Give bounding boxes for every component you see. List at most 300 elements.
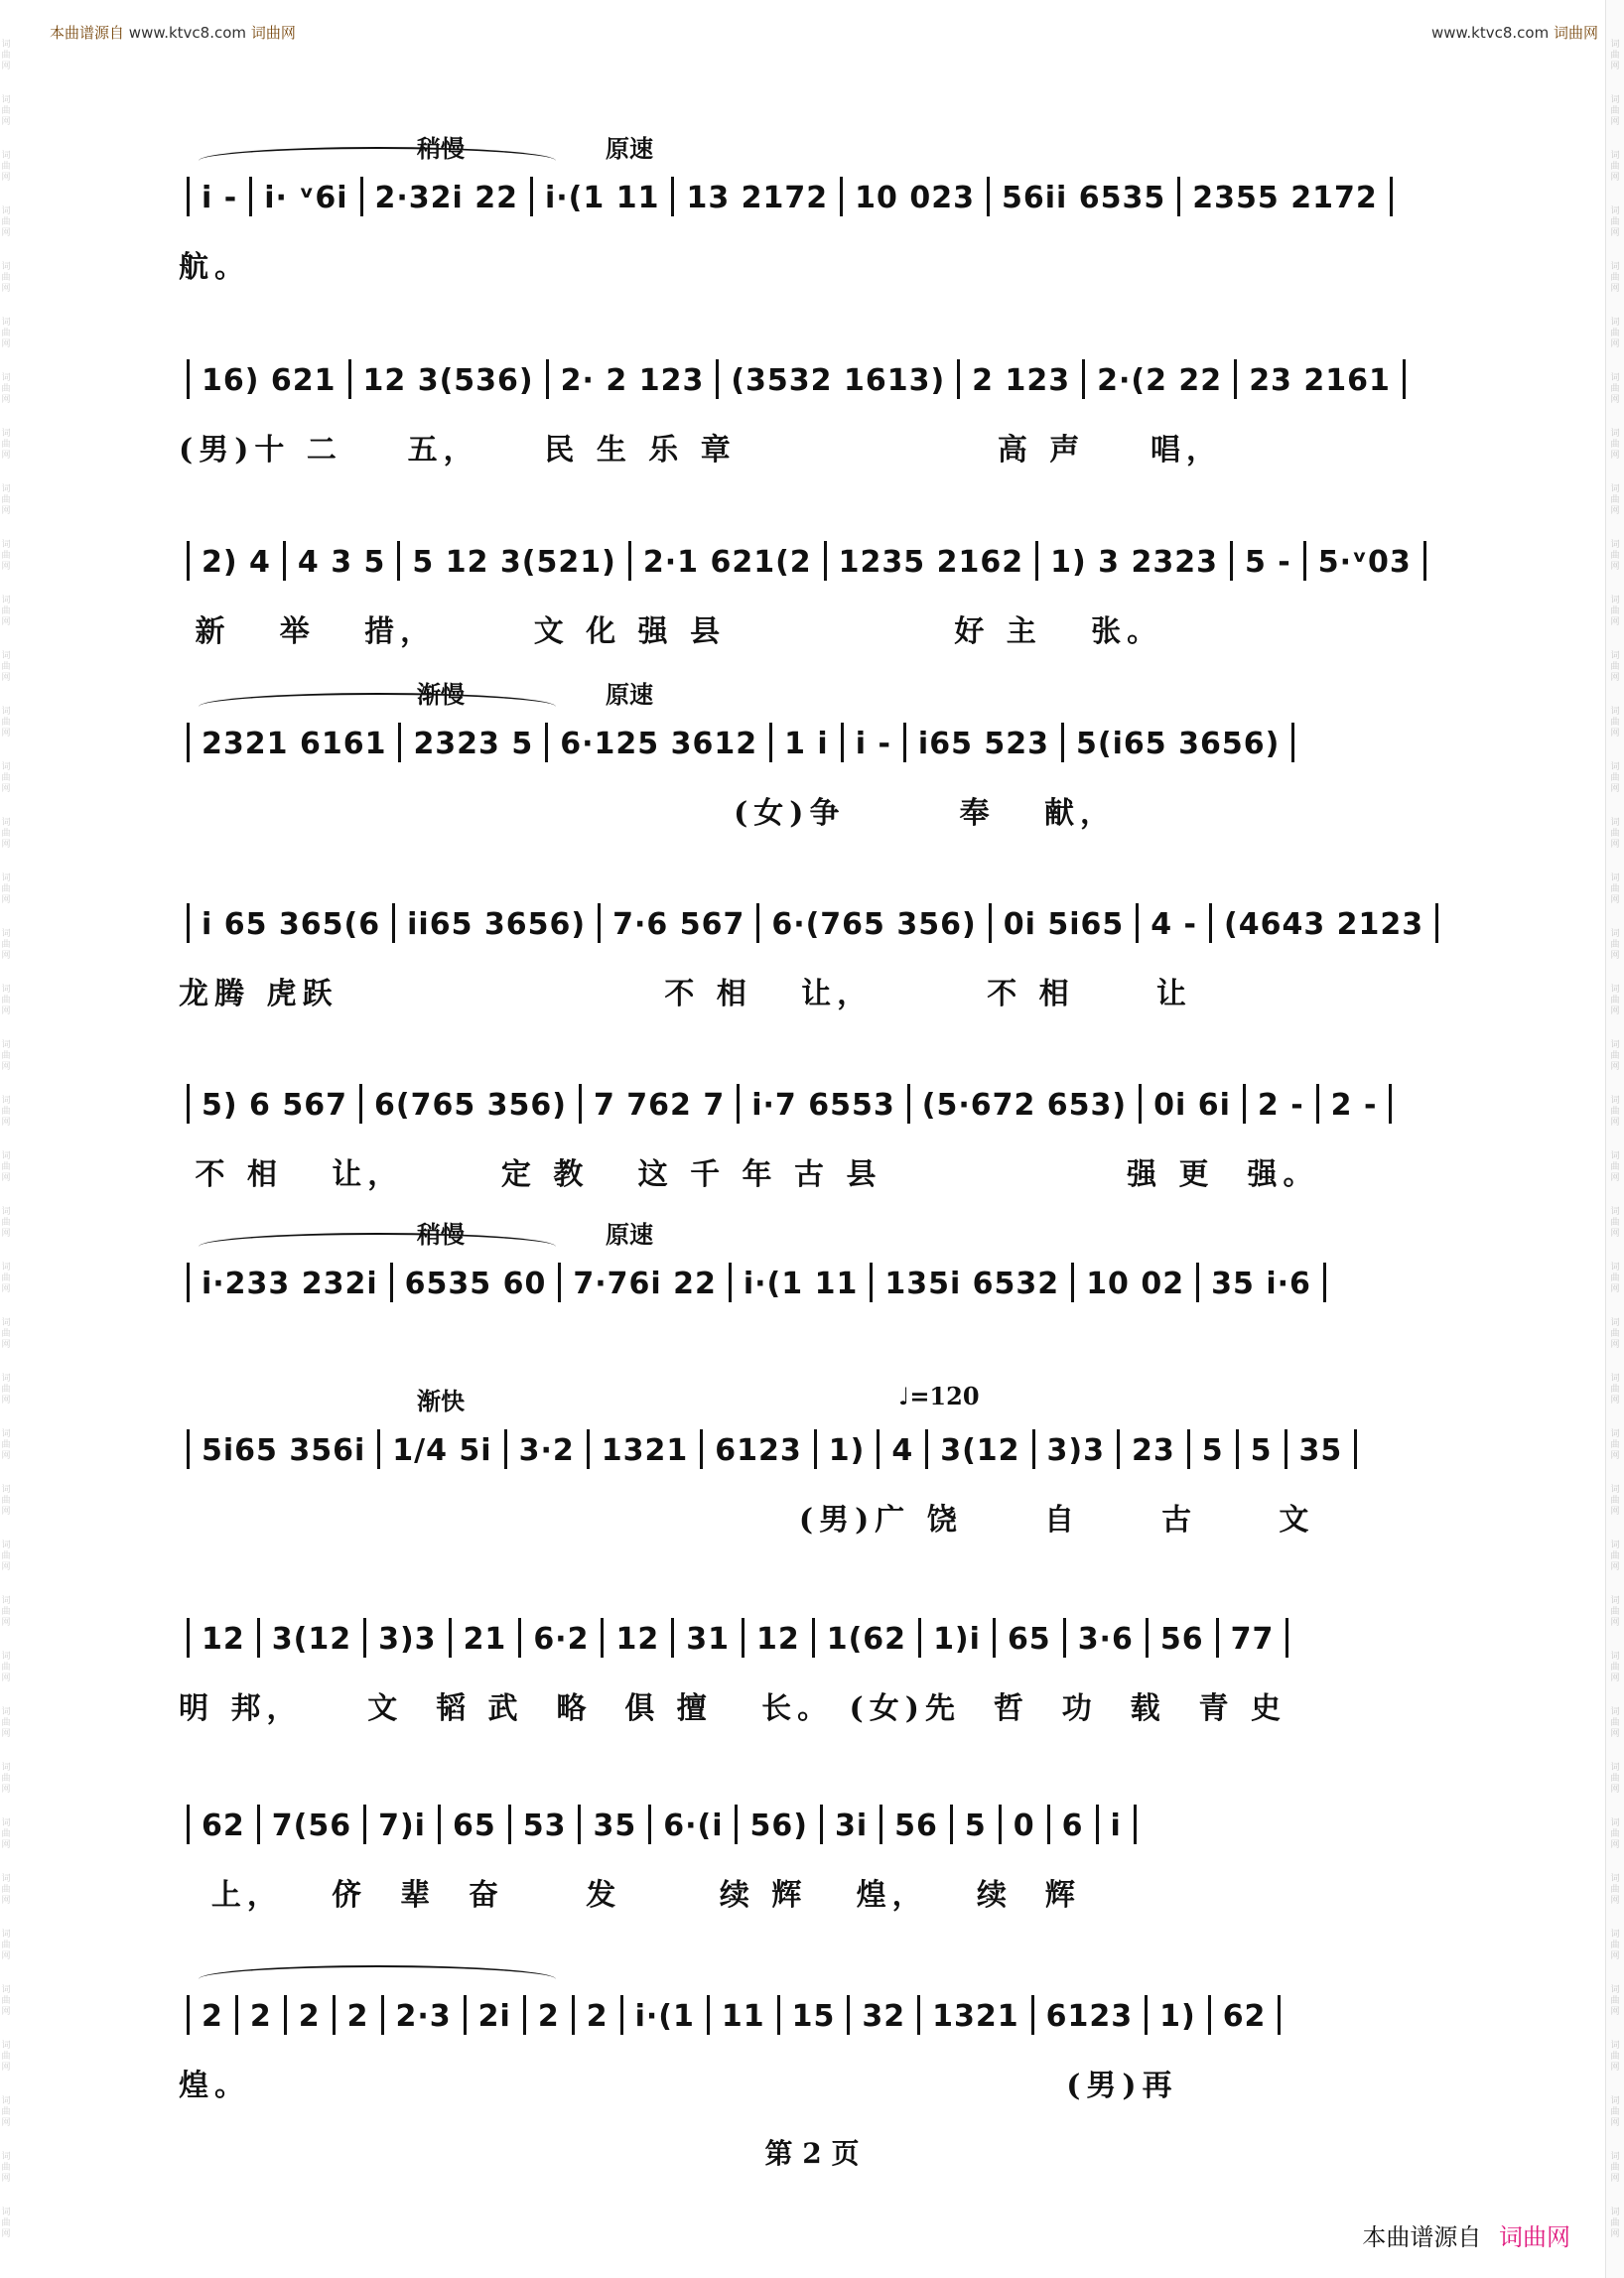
measure: 16) 621 — [192, 363, 346, 398]
barline — [601, 1618, 604, 1658]
measure: 1) 3 2323 — [1040, 545, 1228, 580]
measure: i·233 232i — [192, 1267, 388, 1301]
measure: 12 — [192, 1622, 255, 1657]
measure: i — [1101, 1809, 1132, 1843]
barline — [1303, 541, 1306, 581]
barline — [518, 1618, 521, 1658]
watermark-glyph: 词 曲 网 — [1, 1818, 11, 1850]
barline — [1134, 1805, 1137, 1844]
watermark-glyph: 词 曲 网 — [1, 2096, 11, 2128]
watermark-glyph: 词 曲 网 — [1, 318, 11, 349]
barline — [1196, 1263, 1199, 1302]
barline — [1031, 1995, 1034, 2035]
barline — [381, 1995, 384, 2035]
tempo-marking: 原速 — [606, 1220, 653, 1249]
barline — [392, 903, 395, 943]
barline — [841, 723, 844, 762]
header-right-url[interactable]: www.ktvc8.com — [1430, 24, 1550, 42]
measure: 2·3 — [386, 1999, 462, 2034]
watermark-glyph: 词 曲 网 — [1, 1151, 11, 1183]
barline — [397, 541, 400, 581]
slur — [199, 1965, 556, 1979]
barline — [1063, 1618, 1066, 1658]
score-system — [185, 359, 1447, 399]
measure: (5·672 653) — [912, 1088, 1137, 1123]
footer-brand-site[interactable]: 词曲网 — [1499, 2223, 1570, 2251]
watermark-glyph: 词 曲 网 — [1610, 1207, 1620, 1239]
barline — [993, 1618, 996, 1658]
watermark-glyph: 词 曲 网 — [1610, 1596, 1620, 1628]
barline — [880, 1805, 882, 1844]
watermark-glyph: 词 曲 网 — [1610, 929, 1620, 961]
barline — [187, 723, 190, 762]
watermark-glyph: 词 曲 网 — [1610, 1151, 1620, 1183]
footer-brand-source: 本曲谱源自 — [1362, 2223, 1482, 2251]
barline — [628, 541, 631, 581]
tempo-marking: 渐慢 — [417, 680, 465, 709]
watermark-glyph: 词 曲 网 — [1, 1874, 11, 1906]
barline — [438, 1805, 441, 1844]
header-right-site[interactable]: 词曲网 — [1553, 24, 1598, 42]
barline — [840, 177, 843, 216]
measure: 0 — [1004, 1809, 1045, 1843]
barline — [333, 1995, 336, 2035]
barline — [1423, 541, 1426, 581]
measure: 6535 60 — [395, 1267, 557, 1301]
tempo-marking: 原速 — [606, 680, 653, 709]
barline — [360, 177, 363, 216]
measure: 1) — [1150, 1999, 1206, 2034]
watermark-glyph: 词 曲 网 — [1, 429, 11, 461]
barline — [1216, 1618, 1219, 1658]
watermark-glyph: 词 曲 网 — [1610, 2041, 1620, 2073]
watermark-glyph: 词 曲 网 — [1, 1096, 11, 1128]
measure: i·(1 — [625, 1999, 705, 2034]
measure: 62 — [1213, 1999, 1277, 2034]
measure: 23 2161 — [1239, 363, 1401, 398]
measure: 6(765 356) — [364, 1088, 577, 1123]
barline — [1096, 1805, 1099, 1844]
watermark-glyph: 词 曲 网 — [1610, 651, 1620, 683]
barline — [508, 1805, 511, 1844]
watermark-glyph: 词 曲 网 — [1, 2041, 11, 2073]
watermark-glyph: 词 曲 网 — [1610, 1985, 1620, 2017]
watermark-glyph: 词 曲 网 — [1, 1541, 11, 1572]
score-system — [185, 541, 1447, 581]
barline — [903, 723, 906, 762]
measure: 6·125 3612 — [550, 727, 767, 761]
watermark-glyph: 词 曲 网 — [1, 540, 11, 572]
barline — [870, 1263, 873, 1302]
measure: i·(1 11 — [535, 181, 669, 215]
barline — [700, 1429, 703, 1469]
watermark-glyph: 词 曲 网 — [1, 1429, 11, 1461]
score-system — [185, 1263, 1447, 1302]
watermark-glyph: 词 曲 网 — [1610, 873, 1620, 905]
barline — [187, 1429, 190, 1469]
watermark-glyph: 词 曲 网 — [1, 2152, 11, 2184]
measure: 12 3(536) — [353, 363, 544, 398]
measure: 2321 6161 — [192, 727, 396, 761]
barline — [390, 1263, 393, 1302]
measure: 6123 — [705, 1433, 812, 1468]
watermark-glyph: 词 曲 网 — [1610, 95, 1620, 127]
barline — [1389, 1084, 1392, 1124]
barline — [737, 1084, 740, 1124]
barline — [504, 1429, 507, 1469]
watermark-glyph: 词 曲 网 — [1610, 1263, 1620, 1294]
measure: 2 — [192, 1999, 233, 2034]
measure: 12 — [606, 1622, 669, 1657]
watermark-glyph: 词 曲 网 — [1610, 2152, 1620, 2184]
left-watermark-strip — [0, 0, 12, 2278]
watermark-glyph: 词 曲 网 — [1, 373, 11, 405]
barline — [1061, 723, 1064, 762]
barline — [449, 1618, 452, 1658]
barline — [1035, 541, 1038, 581]
barline — [716, 359, 719, 399]
right-watermark-strip — [1605, 0, 1624, 2278]
barline — [1139, 1084, 1142, 1124]
barline — [187, 359, 190, 399]
lyrics-line: 龙腾 虎跃 不 相 让， 不 相 让 — [179, 977, 1192, 1011]
measure: 2323 5 — [403, 727, 543, 761]
lyrics-line: 新 举 措， 文 化 强 县 好 主 张。 — [179, 614, 1163, 649]
barline — [1435, 903, 1438, 943]
watermark-glyph: 词 曲 网 — [1610, 318, 1620, 349]
barline — [814, 1429, 817, 1469]
measure: 6123 — [1036, 1999, 1144, 2034]
watermark-glyph: 词 曲 网 — [1, 1318, 11, 1350]
barline — [464, 1995, 467, 2035]
barline — [363, 1618, 366, 1658]
tempo-marking: 稍慢 — [417, 134, 465, 163]
barline — [545, 723, 548, 762]
watermark-glyph: 词 曲 网 — [1, 873, 11, 905]
watermark-glyph: 词 曲 网 — [1, 1707, 11, 1739]
barline — [925, 1429, 928, 1469]
measure: 1235 2162 — [829, 545, 1033, 580]
watermark-glyph: 词 曲 网 — [1, 1040, 11, 1072]
watermark-glyph: 词 曲 网 — [1, 2208, 11, 2239]
page-number: 第 2 页 — [764, 2137, 860, 2170]
measure: 2i — [469, 1999, 521, 2034]
watermark-glyph: 词 曲 网 — [1, 707, 11, 738]
measure: 5 - — [1235, 545, 1301, 580]
measure: 7·76i 22 — [563, 1267, 727, 1301]
measure: 13 2172 — [676, 181, 838, 215]
measure: i·(1 11 — [734, 1267, 868, 1301]
barline — [1032, 1429, 1035, 1469]
barline — [1146, 1618, 1149, 1658]
measure: 0i 5i65 — [994, 907, 1135, 942]
measure: 32 — [852, 1999, 915, 2034]
score-system — [185, 1084, 1447, 1124]
measure: 23 — [1122, 1433, 1185, 1468]
barline — [257, 1805, 260, 1844]
watermark-glyph: 词 曲 网 — [1610, 206, 1620, 238]
watermark-glyph: 词 曲 网 — [1, 40, 11, 71]
barline — [957, 359, 960, 399]
barline — [1278, 1995, 1281, 2035]
barline — [1234, 359, 1237, 399]
barline — [377, 1429, 380, 1469]
watermark-glyph: 词 曲 网 — [1610, 707, 1620, 738]
barline — [1354, 1429, 1357, 1469]
lyrics-line: (男)十 二 五， 民 生 乐 章 高 声 唱， — [179, 433, 1223, 468]
measure: 7)i — [368, 1809, 436, 1843]
measure: i - — [846, 727, 901, 761]
watermark-glyph: 词 曲 网 — [1, 1374, 11, 1406]
measure: 15 — [782, 1999, 846, 2034]
measure: 2 — [240, 1999, 282, 2034]
measure: 1321 — [592, 1433, 699, 1468]
barline — [987, 177, 990, 216]
watermark-glyph: 词 曲 网 — [1, 818, 11, 850]
barline — [359, 1084, 362, 1124]
barline — [1187, 1429, 1190, 1469]
barline — [363, 1805, 366, 1844]
barline — [558, 1263, 561, 1302]
measure: 1(62 — [817, 1622, 916, 1657]
watermark-glyph: 词 曲 网 — [1610, 1318, 1620, 1350]
watermark-glyph: 词 曲 网 — [1610, 1040, 1620, 1072]
barline — [1145, 1995, 1148, 2035]
measure: ii65 3656) — [397, 907, 596, 942]
watermark-glyph: 词 曲 网 — [1610, 762, 1620, 794]
tempo-marking: 原速 — [606, 134, 653, 163]
barline — [918, 1618, 921, 1658]
watermark-glyph: 词 曲 网 — [1, 929, 11, 961]
barline — [1082, 359, 1085, 399]
measure: 3)3 — [1037, 1433, 1115, 1468]
barline — [187, 1995, 190, 2035]
header-url[interactable]: www.ktvc8.com — [128, 24, 247, 42]
barline — [1230, 541, 1233, 581]
watermark-glyph: 词 曲 网 — [1610, 985, 1620, 1016]
watermark-glyph: 词 曲 网 — [1610, 1374, 1620, 1406]
measure: 11 — [712, 1999, 775, 2034]
watermark-glyph: 词 曲 网 — [1, 484, 11, 516]
measure: 77 — [1221, 1622, 1285, 1657]
score-system — [185, 1805, 1447, 1844]
watermark-glyph: 词 曲 网 — [1610, 373, 1620, 405]
barline — [1208, 1995, 1211, 2035]
watermark-glyph: 词 曲 网 — [1610, 1818, 1620, 1850]
barline — [587, 1429, 590, 1469]
measure: 35 — [583, 1809, 646, 1843]
barline — [1403, 359, 1406, 399]
barline — [820, 1805, 823, 1844]
barline — [671, 1618, 674, 1658]
lyrics-line: (女)争 奉 献， — [179, 796, 1116, 831]
measure: i - — [192, 181, 247, 215]
measure: 1)i — [923, 1622, 991, 1657]
measure: 3i — [825, 1809, 878, 1843]
lyrics-line: 煌。 (男)再 — [179, 2069, 1178, 2103]
measure: 53 — [513, 1809, 577, 1843]
watermark-glyph: 词 曲 网 — [1610, 1429, 1620, 1461]
header-source-text: 本曲谱源自 — [50, 24, 125, 42]
measure: i65 523 — [908, 727, 1059, 761]
measure: 62 — [192, 1809, 255, 1843]
tempo-marking: 渐快 — [417, 1387, 465, 1415]
header-site-name[interactable]: 词曲网 — [250, 24, 296, 42]
lyrics-line: 上， 侪 辈 奋 发 续 辉 煌， 续 辉 — [179, 1878, 1081, 1913]
barline — [187, 1263, 190, 1302]
measure: 3(12 — [930, 1433, 1029, 1468]
measure: 2 — [528, 1999, 570, 2034]
barline — [917, 1995, 920, 2035]
measure: 0i 6i — [1144, 1088, 1241, 1123]
measure: 3·6 — [1068, 1622, 1144, 1657]
slur — [199, 693, 556, 707]
barline — [812, 1618, 815, 1658]
measure: 4 3 5 — [288, 545, 396, 580]
watermark-glyph: 词 曲 网 — [1610, 1652, 1620, 1683]
barline — [1390, 177, 1393, 216]
watermark-glyph: 词 曲 网 — [1610, 1930, 1620, 1961]
measure: 2) 4 — [192, 545, 281, 580]
footer-brand — [1362, 2217, 1570, 2252]
barline — [989, 903, 992, 943]
measure: 4 — [881, 1433, 923, 1468]
barline — [707, 1995, 710, 2035]
score-system — [185, 903, 1447, 943]
measure: 3·2 — [509, 1433, 585, 1468]
watermark-glyph: 词 曲 网 — [1, 1930, 11, 1961]
barline — [824, 541, 827, 581]
measure: (3532 1613) — [721, 363, 955, 398]
measure: 2 — [577, 1999, 618, 2034]
measure: 56) — [740, 1809, 817, 1843]
barline — [1047, 1805, 1050, 1844]
watermark-glyph: 词 曲 网 — [1610, 2208, 1620, 2239]
watermark-glyph: 词 曲 网 — [1, 262, 11, 294]
measure: 6·2 — [523, 1622, 599, 1657]
measure: 2355 2172 — [1182, 181, 1387, 215]
barline — [284, 1995, 287, 2035]
measure: i·7 6553 — [742, 1088, 905, 1123]
barline — [187, 1618, 190, 1658]
lyrics-line: 航。 — [179, 250, 250, 285]
barline — [235, 1995, 238, 2035]
measure: 5 12 3(521) — [402, 545, 625, 580]
watermark-glyph: 词 曲 网 — [1, 95, 11, 127]
watermark-glyph: 词 曲 网 — [1610, 1541, 1620, 1572]
watermark-glyph: 词 曲 网 — [1, 1985, 11, 2017]
barline — [729, 1263, 732, 1302]
measure: 6·(i — [653, 1809, 733, 1843]
barline — [1071, 1263, 1074, 1302]
lyrics-line: (男)广 饶 自 古 文 — [179, 1503, 1315, 1538]
watermark-glyph: 词 曲 网 — [1, 1263, 11, 1294]
barline — [756, 903, 759, 943]
barline — [671, 177, 674, 216]
barline — [769, 723, 772, 762]
measure: 2 - — [1321, 1088, 1388, 1123]
barline — [530, 177, 533, 216]
barline — [777, 1995, 780, 2035]
measure: 2 - — [1248, 1088, 1314, 1123]
header-right — [1431, 22, 1598, 43]
barline — [877, 1429, 880, 1469]
barline — [1286, 1618, 1288, 1658]
measure: 2· 2 123 — [551, 363, 715, 398]
measure: 1321 — [922, 1999, 1029, 2034]
measure: 2·(2 22 — [1087, 363, 1232, 398]
barline — [348, 359, 351, 399]
measure: 5i65 356i — [192, 1433, 375, 1468]
barline — [648, 1805, 651, 1844]
watermark-glyph: 词 曲 网 — [1, 1763, 11, 1795]
watermark-glyph: 词 曲 网 — [1610, 151, 1620, 183]
header-left — [50, 22, 296, 43]
barline — [735, 1805, 738, 1844]
measure: 35 — [1289, 1433, 1353, 1468]
lyrics-line: 明 邦， 文 韬 武 略 俱 擅 长。 (女)先 哲 功 载 青 史 — [179, 1691, 1286, 1726]
watermark-glyph: 词 曲 网 — [1, 206, 11, 238]
watermark-glyph: 词 曲 网 — [1610, 484, 1620, 516]
watermark-glyph: 词 曲 网 — [1, 1207, 11, 1239]
watermark-glyph: 词 曲 网 — [1, 151, 11, 183]
measure: 6·(765 356) — [761, 907, 986, 942]
measure: 5 — [1192, 1433, 1234, 1468]
watermark-glyph: 词 曲 网 — [1, 1485, 11, 1517]
measure: 2·32i 22 — [365, 181, 529, 215]
measure: (4643 2123 — [1214, 907, 1433, 942]
barline — [999, 1805, 1002, 1844]
watermark-glyph: 词 曲 网 — [1610, 540, 1620, 572]
measure: 5 — [1241, 1433, 1283, 1468]
slur — [199, 1233, 556, 1247]
measure: 7·6 567 — [603, 907, 754, 942]
measure: 56 — [884, 1809, 948, 1843]
measure: 2 — [289, 1999, 331, 2034]
barline — [187, 903, 190, 943]
score-system — [185, 177, 1447, 216]
watermark-glyph: 词 曲 网 — [1, 1652, 11, 1683]
barline — [620, 1995, 623, 2035]
watermark-glyph: 词 曲 网 — [1, 1596, 11, 1628]
measure: 3)3 — [368, 1622, 446, 1657]
measure: 1 i — [774, 727, 839, 761]
measure: 2 123 — [962, 363, 1080, 398]
measure: 21 — [454, 1622, 517, 1657]
barline — [847, 1995, 850, 2035]
measure: 56ii 6535 — [992, 181, 1175, 215]
barline — [1177, 177, 1180, 216]
barline — [187, 1084, 190, 1124]
barline — [578, 1805, 581, 1844]
measure: 5·ᵛ03 — [1308, 545, 1421, 580]
measure: 1) — [819, 1433, 876, 1468]
score-system — [185, 1429, 1447, 1469]
measure: 10 02 — [1076, 1267, 1194, 1301]
measure: 12 — [746, 1622, 810, 1657]
watermark-glyph: 词 曲 网 — [1, 985, 11, 1016]
watermark-glyph: 词 曲 网 — [1, 762, 11, 794]
watermark-glyph: 词 曲 网 — [1610, 1763, 1620, 1795]
watermark-glyph: 词 曲 网 — [1610, 1874, 1620, 1906]
watermark-glyph: 词 曲 网 — [1610, 40, 1620, 71]
measure: 1/4 5i — [382, 1433, 501, 1468]
measure: i· ᵛ6i — [254, 181, 357, 215]
slur — [199, 147, 556, 161]
measure: 3(12 — [262, 1622, 361, 1657]
watermark-glyph: 词 曲 网 — [1610, 1485, 1620, 1517]
lyrics-line: 不 相 让， 定 教 这 千 年 古 县 强 更 强。 — [179, 1157, 1319, 1192]
